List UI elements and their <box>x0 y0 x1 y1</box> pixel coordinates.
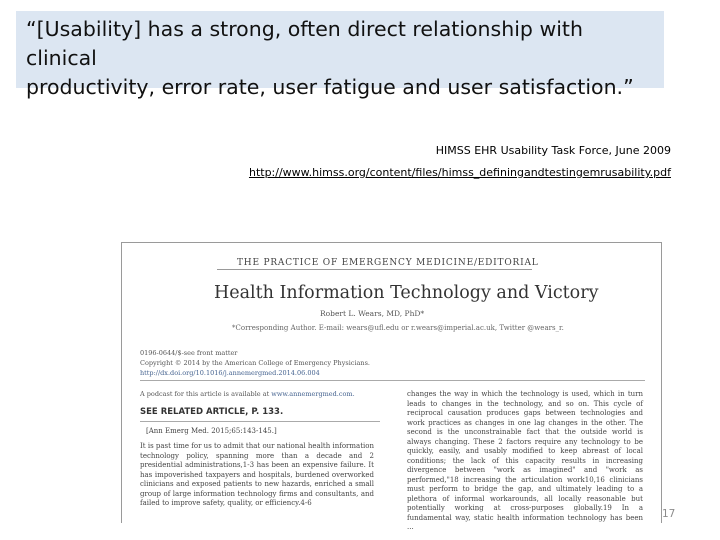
citation <box>249 140 671 184</box>
quote-line-2: productivity, error rate, user fatigue and user satisfaction.” <box>26 75 634 99</box>
article-author: Robert L. Wears, MD, PhD* <box>320 309 425 318</box>
podcast-note <box>140 390 355 398</box>
right-column-text: changes the way in which the technology is used, which in turn leads to changes in the technology, and so on. This cycle of reciprocal causation produces gaps between technologies and work practices as changes in one lag changes in the other. The second is the unconstrainable fact that the outside world is always changing. These 2 factors require any technology to be quickly, easily, and usably modified to keep abreast of local conditions; the lack of this capacity results in increasing divergence between "work as imagined" and "work as performed,"18 increasing the articulation work10,16 clinicians must perform to bridge the gap, and ultimately leading to a plethora of informal workarounds, all locally reasonable but potentially working at cross-purposes globally.19 In a fundamental way, static health information technology has been ... <box>407 390 643 531</box>
article-meta <box>140 348 370 378</box>
podcast-link: www.annemergmed.com. <box>271 390 355 398</box>
citation-source: HIMSS EHR Usability Task Force, June 2009 <box>435 144 671 157</box>
article-image <box>121 242 662 531</box>
journal-citation: [Ann Emerg Med. 2015;65:143-145.] <box>146 427 277 435</box>
right-column <box>407 390 643 533</box>
see-related: SEE RELATED ARTICLE, P. 133. <box>140 407 284 417</box>
citation-link[interactable]: http://www.himss.org/content/files/himss_definingandtestingemrusability.pdf <box>248 166 671 179</box>
quote-line-1: “[Usability] has a strong, often direct relationship with clinical <box>26 17 583 70</box>
quote-box <box>16 11 664 99</box>
left-column <box>140 442 374 509</box>
header-divider <box>217 269 532 270</box>
related-divider <box>140 421 380 422</box>
page-number: 17 <box>662 508 676 520</box>
corresponding-author: *Corresponding Author. E-mail: wears@ufl.edu or r.wears@imperial.ac.uk, Twitter @wears_r. <box>232 324 564 332</box>
left-column-text: It is past time for us to admit that our national health information technology policy, spanning more than a decade and 2 presidential administrations,1-3 has been an expensive failure. It has impoverished taxpayers and hospitals, burdened overworked clinicians and exposed patients to new hazards, enriched a small group of large information technology firms and consultants, and failed to improve safety, quality, or efficiency.4-6 <box>140 442 374 507</box>
podcast-text: A podcast for this article is available at <box>140 390 270 398</box>
meta-line-2: Copyright © 2014 by the American College of Emergency Physicians. <box>140 359 370 367</box>
meta-divider <box>140 380 645 381</box>
doi-link: http://dx.doi.org/10.1016/j.annemergmed.2014.06.004 <box>140 369 320 377</box>
article-title: Health Information Technology and Victory <box>214 283 599 303</box>
meta-line-1: 0196-0644/$-see front matter <box>140 349 238 357</box>
journal-header: THE PRACTICE OF EMERGENCY MEDICINE/EDITORIAL <box>237 258 539 268</box>
